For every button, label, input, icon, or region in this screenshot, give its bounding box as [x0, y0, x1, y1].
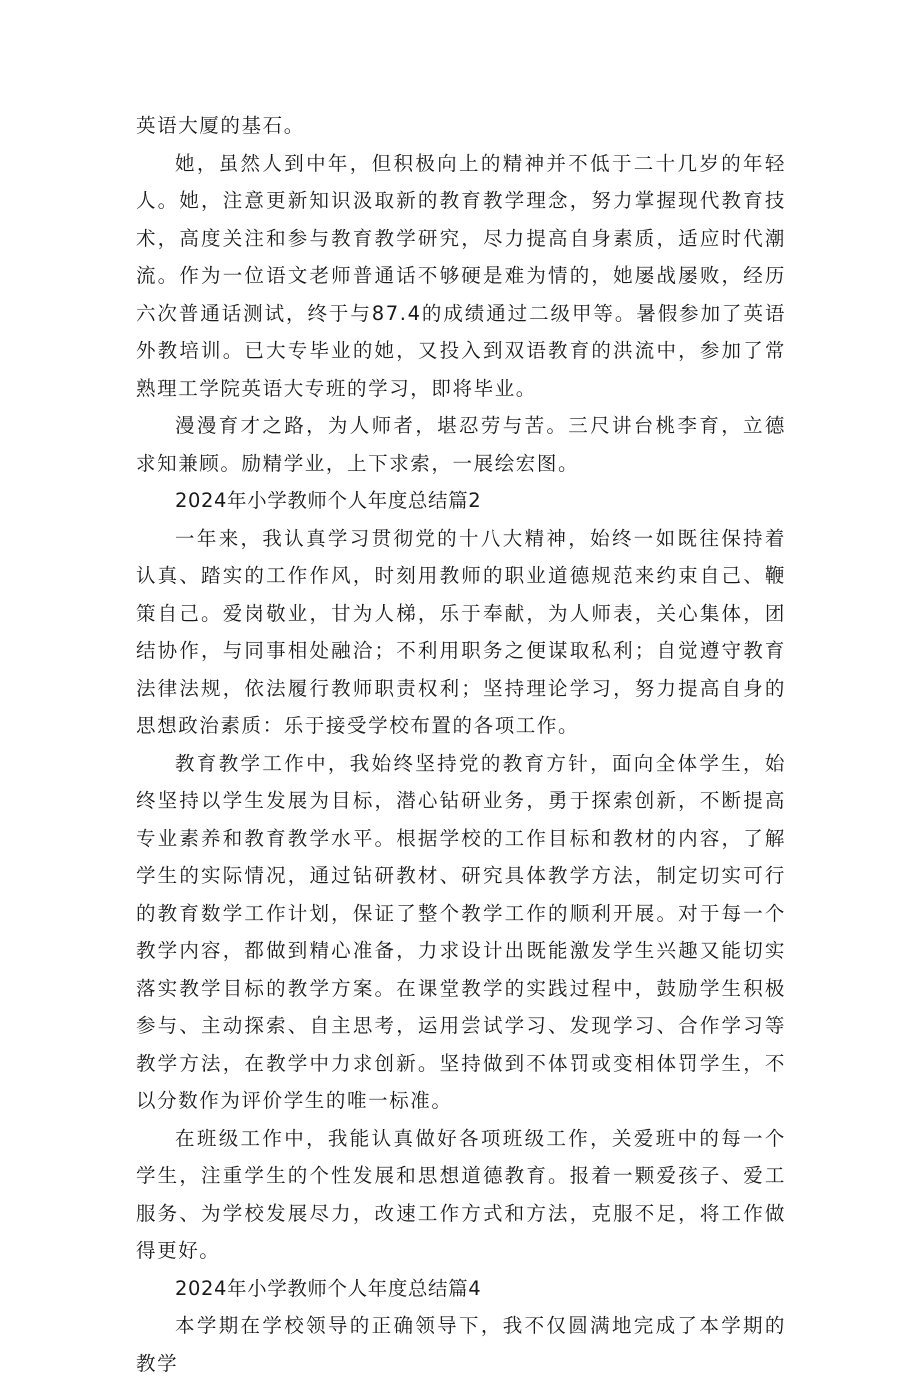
paragraph-class-work: 在班级工作中，我能认真做好各项班级工作，关爱班中的每一个学生，注重学生的个性发展和思想道德教育。报着一颗爱孩子、爱工服务、为学校发展尽力，改速工作方式和方法，克服不足，将工作做得更好。 — [136, 1126, 786, 1262]
section-heading-2: 2024年小学教师个人年度总结篇2 — [175, 489, 482, 512]
paragraph-self-improvement: 她，虽然人到中年，但积极向上的精神并不低于二十几岁的年轻人。她，注意更新知识汲取新的教育教学理念，努力掌握现代教育技术，高度关注和参与教育教学研究，尽力提高自身素质，适应时代潮流。作为一位语文老师普通话不够硬是难为情的，她屡战屡败，经历六次普通话测试，终于与87.4的成绩通过二级甲等。暑假参加了英语外教培训。已大专毕业的她，又投入到双语教育的洪流中，参加了常熟理工学院英语大专班的学习，即将毕业。 — [136, 151, 786, 400]
document-body — [136, 107, 786, 1382]
paragraph-teaching-work: 教育教学工作中，我始终坚持党的教育方针，面向全体学生，始终坚持以学生发展为目标，潜心钻研业务，勇于探索创新，不断提高专业素养和教育教学水平。根据学校的工作目标和教材的内容，了解学生的实际情况，通过钻研教材、研究具体教学方法，制定切实可行的教育数学工作计划，保证了整个教学工作的顺利开展。对于每一个教学内容，都做到精心准备，力求设计出既能激发学生兴趣又能切实落实教学目标的教学方案。在课堂教学的实践过程中，鼓励学生积极参与、主动探索、自主思考，运用尝试学习、发现学习、合作学习等教学方法，在教学中力求创新。坚持做到不体罚或变相体罚学生，不以分数作为评价学生的唯一标准。 — [136, 751, 786, 1112]
paragraph-semester-intro: 本学期在学校领导的正确领导下，我不仅圆满地完成了本学期的教学 — [136, 1314, 786, 1375]
section-heading-4: 2024年小学教师个人年度总结篇4 — [175, 1276, 482, 1300]
paragraph-closing-verse: 漫漫育才之路，为人师者，堪忍劳与苦。三尺讲台桃李育，立德求知兼顾。励精学业，上下求索，一展绘宏图。 — [136, 414, 786, 475]
paragraph-political-conduct: 一年来，我认真学习贯彻党的十八大精神，始终一如既往保持着认真、踏实的工作作风，时刻用教师的职业道德规范来约束自己、鞭策自己。爱岗敬业，甘为人梯，乐于奉献，为人师表，关心集体，团结协作，与同事相处融洽；不利用职务之便谋取私利；自觉遵守教育法律法规，依法履行教师职责权利；坚持理论学习，努力提高自身的思想政治素质：乐于接受学校布置的各项工作。 — [136, 526, 786, 737]
paragraph-continuation: 英语大厦的基石。 — [136, 114, 305, 137]
